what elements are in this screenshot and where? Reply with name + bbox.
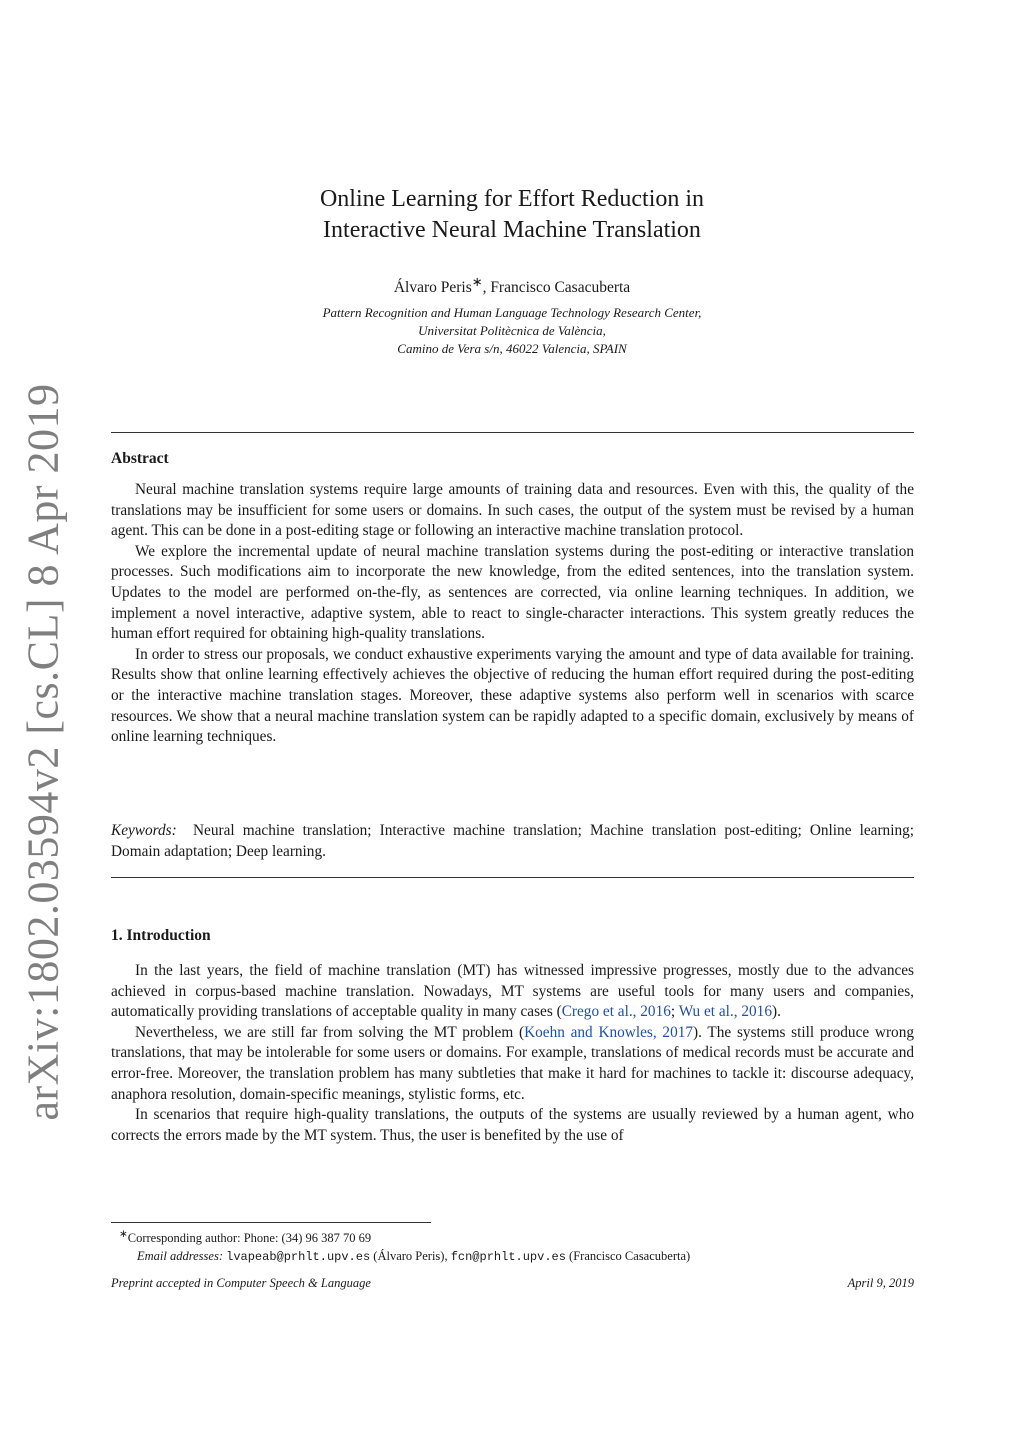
intro-paragraph: In scenarios that require high-quality translations, the outputs of the systems are usually reviewed by a human agent, who corrects the errors made by the MT system. Thus, the user is benefited by the use of xyxy=(111,1106,914,1144)
keywords xyxy=(111,821,914,862)
introduction-heading: 1. Introduction xyxy=(111,927,211,944)
affiliation: Pattern Recognition and Human Language Technology Research Center, Universitat Politècnica de València, Camino de Vera s/n, 46022 Valencia, SPAIN xyxy=(322,305,702,356)
title-line-1: Online Learning for Effort Reduction in xyxy=(319,186,705,212)
abstract-bottom-rule xyxy=(111,877,914,878)
email-label: Email addresses: xyxy=(137,1249,223,1264)
footnote-rule xyxy=(111,1222,431,1223)
arxiv-identifier: arXiv:1802.03594v2 [cs.CL] 8 Apr 2019 xyxy=(18,383,68,1121)
footnote: ∗Corresponding author: Phone: (34) 96 387 70 69 Email addresses: lvapeab@prhlt.upv.es (Álvaro Peris), fcn@prhlt.upv.es (Francisco Casacuberta) xyxy=(119,1229,691,1265)
intro-paragraph: Nevertheless, we are still far from solving the MT problem (Koehn and Knowles, 2017). The systems still produce wrong translations, that may be intolerable for some users or domains. For example, translations of medical records must be accurate and error-free. Moreover, the translation problem has many subtleties that make it hard for machines to tackle it: discourse adequacy, anaphora resolution, domain-specific meanings, stylistic forms, etc. xyxy=(111,1023,915,1103)
preprint-date: April 9, 2019 xyxy=(847,1276,914,1290)
citation-link[interactable]: Crego et al., 2016 xyxy=(561,1003,671,1021)
abstract-paragraph: Neural machine translation systems require large amounts of training data and resources. Even with this, the quality of the translations may be insufficient for some users or domains. In such cases, the output of the system must be revised by a human agent. This can be done in a post-editing stage or following an interactive machine translation protocol. xyxy=(111,481,914,540)
footnote-mark: ∗ xyxy=(119,1229,128,1240)
citation-link[interactable]: Wu et al., 2016 xyxy=(678,1003,772,1021)
preprint-note: Preprint accepted in Computer Speech & Language xyxy=(111,1276,371,1290)
email-address[interactable]: fcn@prhlt.upv.es xyxy=(450,1250,566,1265)
email-address[interactable]: lvapeab@prhlt.upv.es xyxy=(226,1250,371,1265)
corresponding-mark: ∗ xyxy=(471,274,483,289)
author-list: Álvaro Peris∗, Francisco Casacuberta xyxy=(393,274,631,297)
intro-paragraph: In the last years, the field of machine translation (MT) has witnessed impressive progresses, mostly due to the advances achieved in corpus-based machine translation. Nowadays, MT systems are useful tools for many users and companies, automatically providing translations of acceptable quality in many cases (Crego et al., 2016; Wu et al., 2016). xyxy=(111,962,914,1021)
paper-title xyxy=(112,184,912,246)
citation-link[interactable]: Koehn and Knowles, 2017 xyxy=(524,1023,694,1041)
abstract-body xyxy=(111,480,914,748)
abstract-heading: Abstract xyxy=(111,450,169,467)
introduction-body xyxy=(111,961,914,1146)
abstract-paragraph: We explore the incremental update of neural machine translation systems during the post-editing or interactive translation processes. Such modifications aim to incorporate the new knowledge, from the edited sentences, into the translation system. Updates to the model are performed on-the-fly, as sentences are corrected, via online learning techniques. In addition, we implement a novel interactive, adaptive system, able to react to single-character interactions. This system greatly reduces the human effort required for obtaining high-quality translations. xyxy=(111,542,914,643)
abstract-top-rule xyxy=(111,432,914,433)
abstract-paragraph: In order to stress our proposals, we conduct exhaustive experiments varying the amount and type of data available for training. Results show that online learning effectively achieves the objective of reducing the human effort required during the post-editing or the interactive machine translation stages. Moreover, these adaptive systems also perform well in scenarios with scarce resources. We show that a neural machine translation system can be rapidly adapted to a specific domain, exclusively by means of online learning techniques. xyxy=(111,645,914,746)
keywords-label: Keywords: xyxy=(111,822,177,839)
keywords-text: Neural machine translation; Interactive machine translation; Machine translation post-editing; Online learning; Domain adaptation; Deep learning. xyxy=(111,822,914,860)
title-line-2: Interactive Neural Machine Translation xyxy=(323,217,701,243)
author-name: Álvaro Peris xyxy=(393,279,472,297)
author-name: Francisco Casacuberta xyxy=(490,279,631,297)
